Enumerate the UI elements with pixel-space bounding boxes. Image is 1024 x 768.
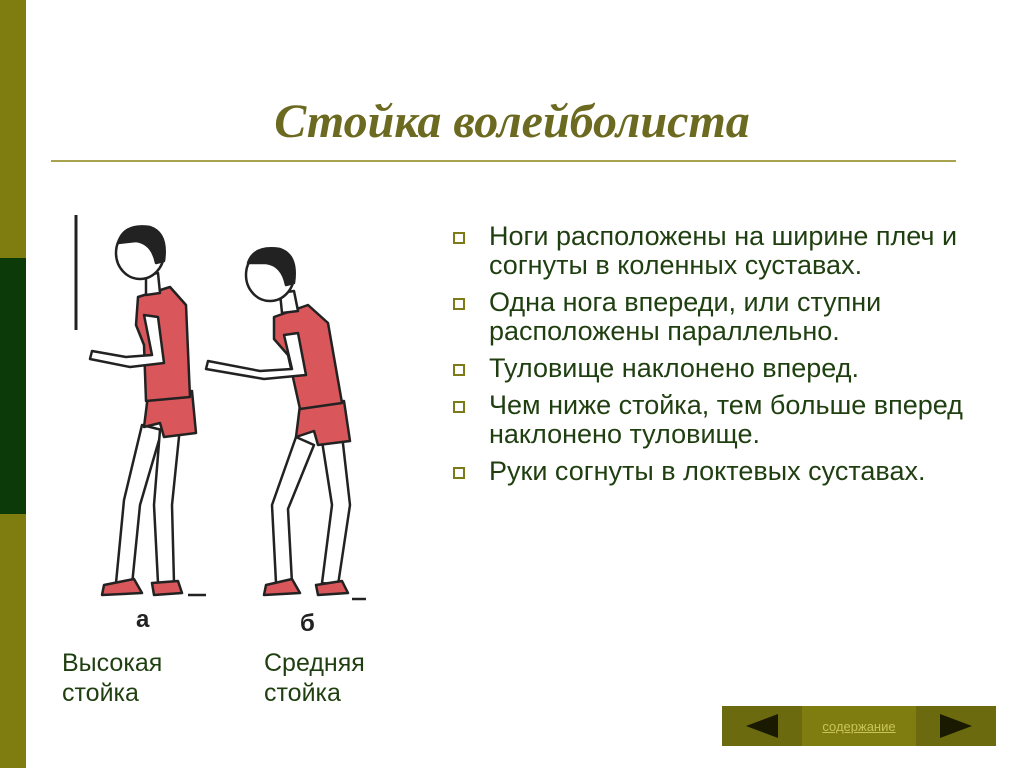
bullet-item	[453, 288, 973, 346]
slide-navigation	[722, 706, 996, 746]
figure-label-b: б	[300, 610, 315, 637]
bullet-text: Чем ниже стойка, тем больше вперед наклонено туловище.	[489, 390, 963, 449]
title-divider	[51, 160, 956, 162]
square-bullet-icon	[453, 298, 465, 310]
square-bullet-icon	[453, 467, 465, 479]
figure-medium-stance	[206, 248, 350, 595]
previous-slide-button[interactable]	[722, 706, 802, 746]
arrow-right-icon	[938, 713, 974, 739]
caption-line: стойка	[264, 679, 341, 707]
caption-line: стойка	[62, 679, 139, 707]
side-bar-bottom	[0, 514, 26, 768]
next-slide-button[interactable]	[916, 706, 996, 746]
square-bullet-icon	[453, 232, 465, 244]
bullet-list	[453, 222, 973, 494]
bullet-item	[453, 222, 973, 280]
bullet-text: Ноги расположены на ширине плеч и согнуты в коленных суставах.	[489, 221, 958, 280]
arrow-left-icon	[744, 713, 780, 739]
side-bar-middle	[0, 258, 26, 514]
bullet-item	[453, 457, 973, 486]
caption-line: Средняя	[264, 649, 365, 677]
square-bullet-icon	[453, 401, 465, 413]
bullet-item	[453, 354, 973, 383]
square-bullet-icon	[453, 364, 465, 376]
figure-label-a: а	[136, 606, 150, 633]
bullet-text: Туловище наклонено вперед.	[489, 353, 859, 383]
contents-link[interactable]: содержание	[822, 719, 896, 734]
figure-high-stance	[90, 226, 196, 595]
caption-line: Высокая	[62, 649, 163, 677]
bullet-item	[453, 391, 973, 449]
caption-medium-stance	[264, 648, 365, 708]
stance-illustration	[60, 205, 390, 645]
caption-high-stance	[62, 648, 162, 708]
bullet-text: Одна нога впереди, или ступни расположены параллельно.	[489, 287, 882, 346]
volleyball-stance-drawing	[60, 205, 390, 645]
bullet-text: Руки согнуты в локтевых суставах.	[489, 456, 926, 486]
slide-title: Стойка волейболиста	[274, 95, 750, 148]
